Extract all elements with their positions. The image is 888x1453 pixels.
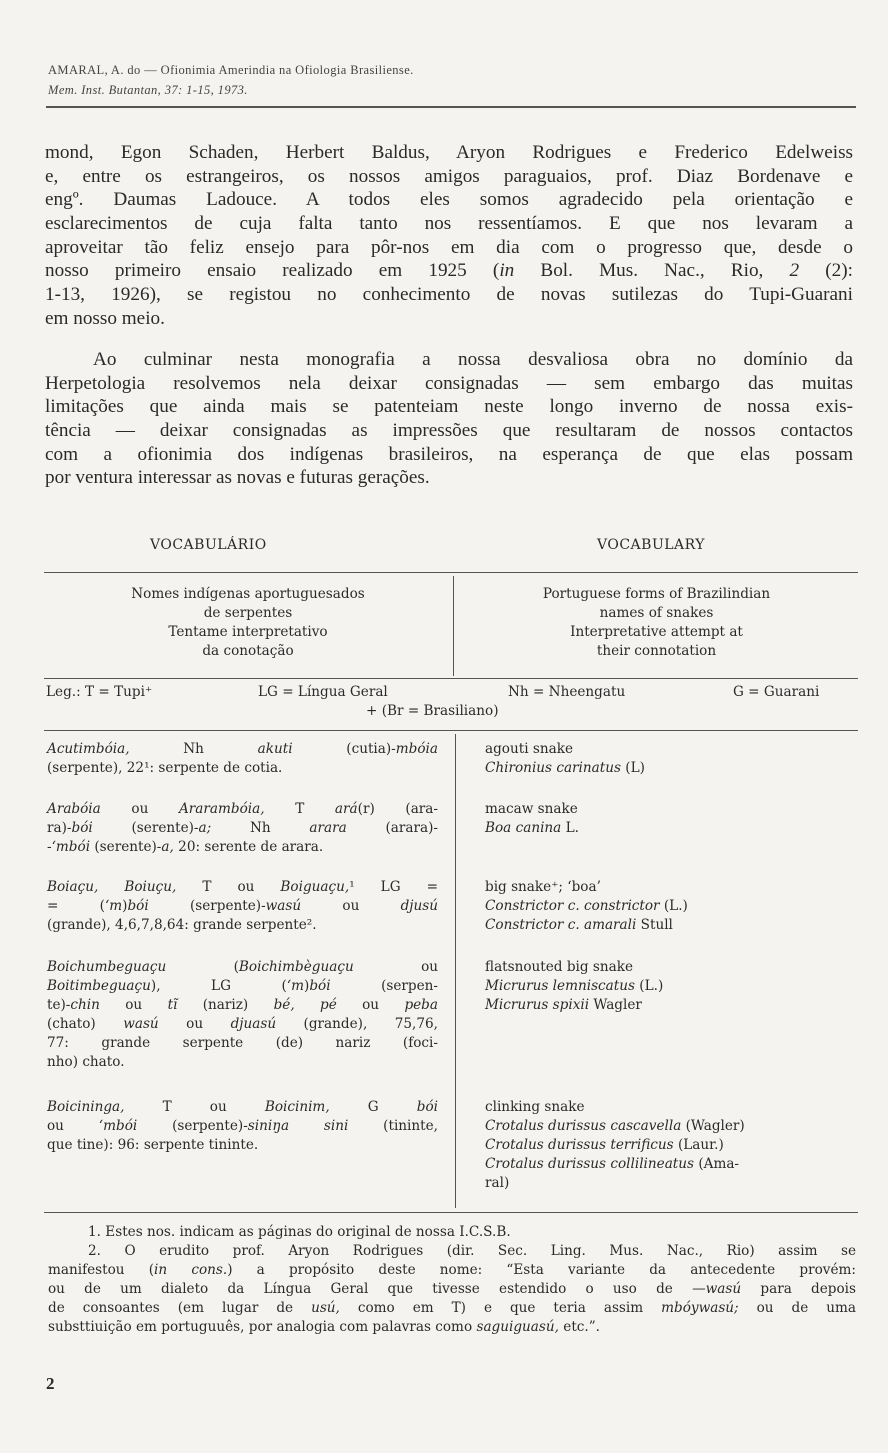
text: ou (336, 997, 405, 1013)
text: (r) (ara- (357, 801, 438, 817)
italic-text: Boiaçu, Boiuçu, (47, 879, 177, 895)
legend-lingua-geral: LG = Língua Geral (258, 684, 388, 700)
text: etc.”. (558, 1319, 601, 1335)
header-rule (46, 106, 856, 108)
text: 1. Estes nos. indicam as páginas do original de nossa I.C.S.B. (88, 1224, 511, 1240)
column-header-portuguese (44, 585, 452, 661)
entry-english (485, 1098, 851, 1193)
text-line (47, 1015, 438, 1034)
text: por ventura interessar as novas e futuras gerações. (45, 467, 430, 489)
entry-portuguese (47, 1098, 438, 1155)
text-line (47, 878, 438, 897)
text: L. (561, 820, 579, 836)
text-line (45, 466, 853, 490)
legend-tupi: Leg.: T = Tupi⁺ (46, 684, 153, 700)
text-line (47, 740, 438, 759)
italic-text: bói (71, 820, 93, 836)
text: tência — deixar consignadas as impressões que resultaram de nossos contactos (45, 420, 853, 442)
italic-text: 2 (789, 260, 800, 282)
italic-text: bói (127, 898, 149, 914)
entry-portuguese (47, 740, 438, 778)
entry-english (485, 878, 851, 935)
text: (arara)- (346, 820, 438, 836)
italic-text: djuasú (230, 1016, 277, 1032)
text: ou de uma (738, 1300, 856, 1316)
italic-text: Boitimbeguaçu (47, 978, 151, 994)
text-line (485, 740, 851, 759)
column-header-line: Interpretative attempt at (570, 624, 743, 640)
text: 1-13, 1926), se registou no conhecimento de novas sutilezas do Tupi-Guarani (45, 284, 853, 306)
text-line (45, 395, 853, 419)
text-line (485, 996, 851, 1015)
text-line (47, 838, 438, 857)
text: para depois (741, 1281, 856, 1297)
italic-text: Boa canina (485, 820, 562, 836)
italic-text: djusú (400, 898, 438, 914)
italic-text: mbóywasú; (661, 1300, 739, 1316)
text: ral) (485, 1175, 510, 1191)
text: (grande), 75,76, (276, 1016, 438, 1032)
text: (serente)- (92, 820, 199, 836)
text: te)- (47, 997, 71, 1013)
italic-text: Crotalus durissus cascavella (485, 1118, 682, 1134)
text: Nh (211, 820, 310, 836)
text-line (47, 977, 438, 996)
text: ou (158, 1016, 231, 1032)
text-line (485, 878, 851, 897)
text: (Wagler) (681, 1118, 745, 1134)
text-line (485, 1174, 851, 1193)
vocab-title-english: VOCABULARY (597, 537, 706, 553)
paragraph-2 (45, 348, 853, 490)
text: aproveitar tão feliz ensejo para pôr-nos em dia com o progresso que, desde o (45, 236, 853, 258)
text-line (47, 1053, 438, 1072)
text: nho) chato. (47, 1054, 125, 1070)
text: 77: grande serpente (de) nariz (foci- (47, 1035, 438, 1051)
column-header-english (455, 585, 858, 661)
text-line (485, 1136, 851, 1155)
italic-text: bé, pé (273, 997, 337, 1013)
text: Stull (636, 917, 673, 933)
text: ou (353, 959, 439, 975)
italic-text: Acutimbóia, (47, 741, 130, 757)
text: ou (301, 898, 401, 914)
italic-text: Boichimbèguaçu (238, 959, 354, 975)
text-line (48, 1299, 856, 1318)
text: ) (122, 898, 128, 914)
text: (grande), 4,6,7,8,64: grande serpente². (47, 917, 317, 933)
column-header-line: Portuguese forms of Brazilindian (542, 586, 771, 602)
text: = ( (47, 898, 105, 914)
italic-text: ará (334, 801, 358, 817)
text: engº. Daumas Ladouce. A todos eles somos agradecido pela orientação e (45, 189, 853, 211)
text-line (485, 1098, 851, 1117)
italic-text: chin (70, 997, 100, 1013)
entry-english (485, 740, 851, 778)
italic-text: bói (416, 1099, 438, 1115)
text: Bol. Mus. Nac., Rio, (514, 260, 790, 282)
text: macaw snake (485, 801, 578, 817)
text-line (45, 419, 853, 443)
italic-text: Arabóia (47, 801, 101, 817)
text-line (485, 819, 851, 838)
text-line (47, 819, 438, 838)
column-header-line: Tentame interpretativo (168, 624, 328, 640)
italic-text: tĩ (167, 997, 178, 1013)
text: agouti snake (485, 741, 573, 757)
entry-english (485, 800, 851, 838)
text: ¹ LG = (349, 879, 438, 895)
text: 20: serente de arara. (173, 839, 324, 855)
text: (serpente)- (137, 1118, 248, 1134)
text-line (45, 188, 853, 212)
text-line (45, 443, 853, 467)
italic-text: Boicininga, (47, 1099, 125, 1115)
text: com a ofionimia dos indígenas brasileiros, na esperança de que elas possam (45, 443, 853, 465)
legend-nheengatu: Nh = Nheengatu (508, 684, 626, 700)
text: Nh (129, 741, 258, 757)
text-line (485, 897, 851, 916)
italic-text: wasú (123, 1016, 159, 1032)
text: e, entre os estrangeiros, os nossos amigos paraguaios, prof. Diaz Bordenave e (45, 165, 853, 187)
header-divider (453, 576, 454, 676)
text: (serpente), 22¹: serpente de cotia. (47, 760, 283, 776)
italic-text: in cons. (154, 1262, 228, 1278)
text-line (45, 372, 853, 396)
legend-brasiliano: + (Br = Brasiliano) (366, 703, 499, 719)
text-line (485, 977, 851, 996)
text-line (485, 1155, 851, 1174)
running-header-citation: Mem. Inst. Butantan, 37: 1-15, 1973. (48, 83, 248, 97)
italic-text: arara (309, 820, 347, 836)
text: esclarecimentos de cuja falta tanto nos ressentíamos. E que nos levaram a (45, 213, 853, 235)
italic-text: Crotalus durissus collilineatus (485, 1156, 694, 1172)
italic-text: bói (309, 978, 331, 994)
text-line (485, 759, 851, 778)
text: de consoantes (em lugar de (48, 1300, 312, 1316)
italic-text: Micrurus lemniscatus (485, 978, 635, 994)
text: 2. O erudito prof. Aryon Rodrigues (dir. Sec. Ling. Mus. Nac., Rio) assim se (88, 1243, 856, 1259)
footnotes (48, 1223, 856, 1337)
text: (Laur.) (673, 1137, 724, 1153)
text-line (48, 1261, 856, 1280)
entry-portuguese (47, 878, 438, 935)
text: ou (47, 1118, 99, 1134)
text-line (47, 1136, 438, 1155)
text: (cutia)- (292, 741, 396, 757)
table-top-rule (44, 572, 858, 573)
text-line (45, 212, 853, 236)
text-line (485, 1117, 851, 1136)
entry-english (485, 958, 851, 1015)
text-line (45, 307, 853, 331)
text-line (47, 1034, 438, 1053)
text: ou de um dialeto da Língua Geral que tivesse estendido o uso de — (48, 1281, 706, 1297)
text: ), LG ( (150, 978, 287, 994)
italic-text: saguiguasú, (476, 1319, 559, 1335)
text-line (45, 236, 853, 260)
text: (L.) (634, 978, 664, 994)
text-line (45, 259, 853, 283)
text: (serpen- (330, 978, 438, 994)
text: ra)- (47, 820, 72, 836)
legend-bottom-rule (44, 730, 858, 731)
text-line (45, 283, 853, 307)
italic-text: Ararambóia, (178, 801, 265, 817)
text-line (47, 916, 438, 935)
text-line (485, 800, 851, 819)
legend-guarani: G = Guarani (733, 684, 820, 700)
text: clinking snake (485, 1099, 585, 1115)
italic-text: Micrurus spixii (485, 997, 590, 1013)
text: (serente)- (90, 839, 162, 855)
italic-text: Constrictor c. amarali (485, 917, 637, 933)
paragraph-1 (45, 141, 853, 331)
text: em nosso meio. (45, 307, 165, 329)
italic-text: ‘m (286, 978, 304, 994)
text: G (329, 1099, 417, 1115)
italic-text: usú, (311, 1300, 340, 1316)
text-line (48, 1280, 856, 1299)
column-header-line: Nomes indígenas aportuguesados (131, 586, 365, 602)
text: como em T) e que teria assim (339, 1300, 662, 1316)
text: (L) (620, 760, 645, 776)
text-line (45, 165, 853, 189)
text-line (48, 1223, 856, 1242)
italic-text: in (499, 260, 515, 282)
text: Herpetologia resolvemos nela deixar consignadas — sem embargo das muitas (45, 372, 853, 394)
text: que tine): 96: serpente tininte. (47, 1137, 259, 1153)
italic-text: Chironius carinatus (485, 760, 621, 776)
text: T ou (124, 1099, 265, 1115)
text: (nariz) (177, 997, 274, 1013)
text-line (47, 1117, 438, 1136)
italic-text: mbóia (395, 741, 438, 757)
italic-text: ‘mbói (51, 839, 91, 855)
text-line (47, 800, 438, 819)
text: Wagler (589, 997, 642, 1013)
text-line (48, 1242, 856, 1261)
text-line (47, 996, 438, 1015)
italic-text: Boicinim, (264, 1099, 330, 1115)
italic-text: wasú (265, 898, 302, 914)
italic-text: Boiguaçu, (280, 879, 350, 895)
text: T (264, 801, 335, 817)
text: (chato) (47, 1016, 124, 1032)
text: (L.) (659, 898, 688, 914)
running-header-author-title: AMARAL, A. do — Ofionimia Amerindia na Ofiologia Brasiliense. (48, 63, 414, 77)
text: ou (99, 997, 168, 1013)
italic-text: a, (161, 839, 174, 855)
text-line (45, 348, 853, 372)
text: ) a propósito deste nome: “Esta variante da antecedente provém: (227, 1262, 856, 1278)
page-number: 2 (46, 1374, 55, 1393)
text: ) (304, 978, 310, 994)
text-line (47, 759, 438, 778)
table-bottom-rule (44, 1212, 858, 1213)
column-header-line: de serpentes (203, 605, 293, 621)
entry-portuguese (47, 800, 438, 857)
text: flatsnouted big snake (485, 959, 634, 975)
text-line (47, 897, 438, 916)
text-line (485, 916, 851, 935)
italic-text: Boichumbeguaçu (47, 959, 167, 975)
text-line (48, 1318, 856, 1337)
italic-text: akuti (257, 741, 293, 757)
column-header-line: da conotação (202, 643, 294, 659)
text-line (485, 958, 851, 977)
text: big snake⁺; ‘boa’ (485, 879, 601, 895)
entries-divider (455, 734, 456, 1208)
text: - (47, 839, 52, 855)
header-bottom-rule (44, 678, 858, 679)
italic-text: Constrictor c. constrictor (485, 898, 660, 914)
text-line (45, 141, 853, 165)
vocab-title-portuguese: VOCABULÁRIO (150, 537, 267, 553)
column-header-line: their connotation (596, 643, 717, 659)
text: Ao culminar nesta monografia a nossa desvaliosa obra no domínio da (93, 349, 853, 370)
text: substtiuição em portuguuês, por analogia com palavras como (48, 1319, 477, 1335)
entry-portuguese (47, 958, 438, 1072)
text: manifestou ( (48, 1262, 155, 1278)
text-line (47, 958, 438, 977)
text: (2): (799, 260, 853, 282)
text: limitações que ainda mais se patenteiam neste longo inverno de nossa exis- (45, 396, 853, 418)
text: nosso primeiro ensaio realizado em 1925 ( (45, 260, 500, 282)
italic-text: wasú (705, 1281, 742, 1297)
text: ou (100, 801, 179, 817)
text: ( (166, 959, 239, 975)
italic-text: ‘m (104, 898, 123, 914)
italic-text: ‘mbói (98, 1118, 138, 1134)
column-header-line: names of snakes (599, 605, 714, 621)
text: (Ama- (694, 1156, 740, 1172)
italic-text: a; (198, 820, 212, 836)
italic-text: siniŋa sini (247, 1118, 349, 1134)
text: (tininte, (348, 1118, 438, 1134)
text: T ou (176, 879, 281, 895)
italic-text: Crotalus durissus terrificus (485, 1137, 674, 1153)
italic-text: peba (404, 997, 438, 1013)
text: mond, Egon Schaden, Herbert Baldus, Aryon Rodrigues e Frederico Edelweiss (45, 142, 853, 163)
text-line (47, 1098, 438, 1117)
text: (serpente)- (148, 898, 266, 914)
